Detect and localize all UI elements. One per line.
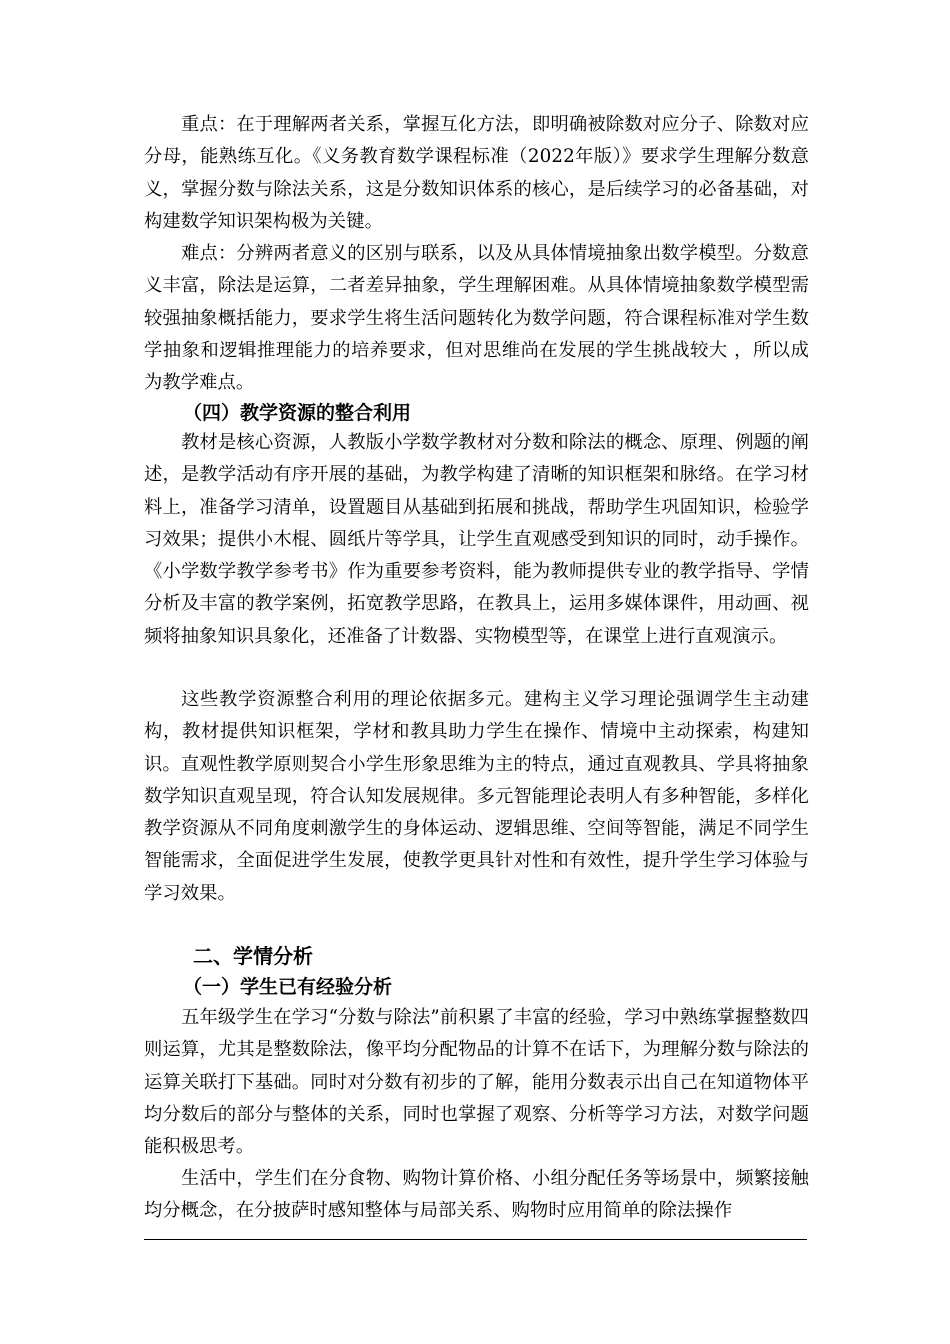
resources-paragraph-1: 教材是核心资源，人教版小学数学教材对分数和除法的概念、原理、例题的阐述，是教学活动有序开展的基础，为教学构建了清晰的知识框架和脉络。在学习材料上，准备学习清单，设置题目从基础到拓展和挑战，帮助学生巩固知识，检验学习效果；提供小木棍、圆纸片等学具，让学生直观感受到知识的同时，动手操作。《小学数学教学参考书》作为重要参考资料，能为教师提供专业的教学指导、学情分析及丰富的教学案例，拓宽教学思路，在教具上，运用多媒体课件，用动画、视频将抽象知识具象化，还准备了计数器、实物模型等，在课堂上进行直观演示。 xyxy=(144,432,809,647)
resources-paragraph-2: 这些教学资源整合利用的理论依据多元。建构主义学习理论强调学生主动建构，教材提供知识框架，学材和教具助力学生在操作、情境中主动探索，构建知识。直观性教学原则契合小学生形象思维为主的特点，通过直观教具、学具将抽象数学知识直观呈现，符合认知发展规律。多元智能理论表明人有多种智能，多样化教学资源从不同角度刺激学生的身体运动、逻辑思维、空间等智能，满足不同学生智能需求，全面促进学生发展，使教学更具针对性和有效性，提升学生学习体验与学习效果。 xyxy=(144,689,809,904)
footer-divider xyxy=(144,1239,807,1240)
difficulties-paragraph: 难点：分辨两者意义的区别与联系，以及从具体情境抽象出数学模型。分数意义丰富，除法是运算，二者差异抽象，学生理解困难。从具体情境抽象数学模型需较强抽象概括能力，要求学生将生活问题转化为数学问题，符合课程标准对学生数学抽象和逻辑推理能力的培养要求，但对思维尚在发展的学生挑战较大 ，所以成为教学难点。 xyxy=(144,243,809,394)
section-heading-prior-experience: （一）学生已有经验分析 xyxy=(183,976,393,998)
key-points-paragraph: 重点：在于理解两者关系，掌握互化方法，即明确被除数对应分子、除数对应分母，能熟练互化。《义务教育数学课程标准（2022年版）》要求学生理解分数意义，掌握分数与除法关系，这是分数知识体系的核心，是后续学习的必备基础，对构建数学知识架构极为关键。 xyxy=(144,114,809,232)
section-heading-resources: （四）教学资源的整合利用 xyxy=(183,402,412,424)
chapter-heading-student-analysis: 二、学情分析 xyxy=(193,944,313,968)
experience-paragraph-1: 五年级学生在学习“分数与除法”前积累了丰富的经验，学习中熟练掌握整数四则运算，尤其是整数除法，像平均分配物品的计算不在话下，为理解分数与除法的运算关联打下基础。同时对分数有初步的了解，能用分数表示出自己在知道物体平均分数后的部分与整体的关系，同时也掌握了观察、分析等学习方法，对数学问题能积极思考。 xyxy=(144,1007,809,1158)
experience-paragraph-2: 生活中，学生们在分食物、购物计算价格、小组分配任务等场景中，频繁接触均分概念，在分披萨时感知整体与局部关系、购物时应用简单的除法操作 xyxy=(144,1168,809,1222)
